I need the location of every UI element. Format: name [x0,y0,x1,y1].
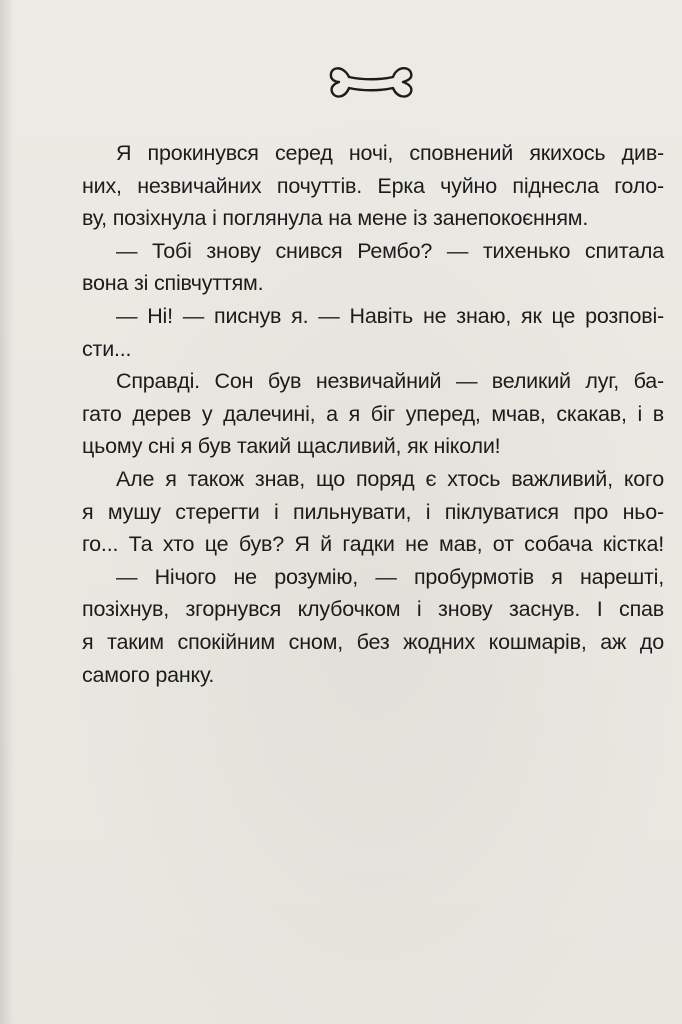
text-line: — Ні! — писнув я. — Навіть не знаю, як це розпові- [116,303,664,328]
text-line: цьому сні я був такий щасливий, як ніколи! [82,434,501,459]
text-line: позіхнув, згорнувся клубочком і знову заснув. І спав [82,597,664,622]
text-line: Справді. Сон був незвичайний — великий луг, ба- [116,369,664,394]
text-line: них, незвичайних почуттів. Ерка чуйно піднесла голо- [82,173,664,198]
text-line: гато дерев у далечині, а я біг уперед, мчав, скакав, і в [82,401,664,426]
text-line: — Тобі знову снився Рембо? — тихенько спитала [116,238,664,263]
text-line: вона зі співчуттям. [82,271,264,296]
text-line: — Нічого не розумію, — пробурмотів я нарешті, [116,564,664,589]
text-line: я таким спокійним сном, без жодних кошмарів, аж до [82,629,664,654]
story-text [82,137,664,691]
text-line: самого ранку. [82,662,215,687]
text-line: я мушу стерегти і пильнувати, і піклуватися про ньо- [82,499,664,524]
bone-icon [327,58,415,106]
text-line: Але я також знав, що поряд є хтось важливий, кого [116,466,664,491]
page-binding-shadow [0,0,14,1024]
text-line: ву, позіхнула і поглянула на мене із занепокоєнням. [82,206,589,231]
text-line: сти... [82,336,132,361]
text-line: го... Та хто це був? Я й гадки не мав, от собача кістка! [82,532,664,557]
text-line: Я прокинувся серед ночі, сповнений якихось див- [116,141,664,165]
